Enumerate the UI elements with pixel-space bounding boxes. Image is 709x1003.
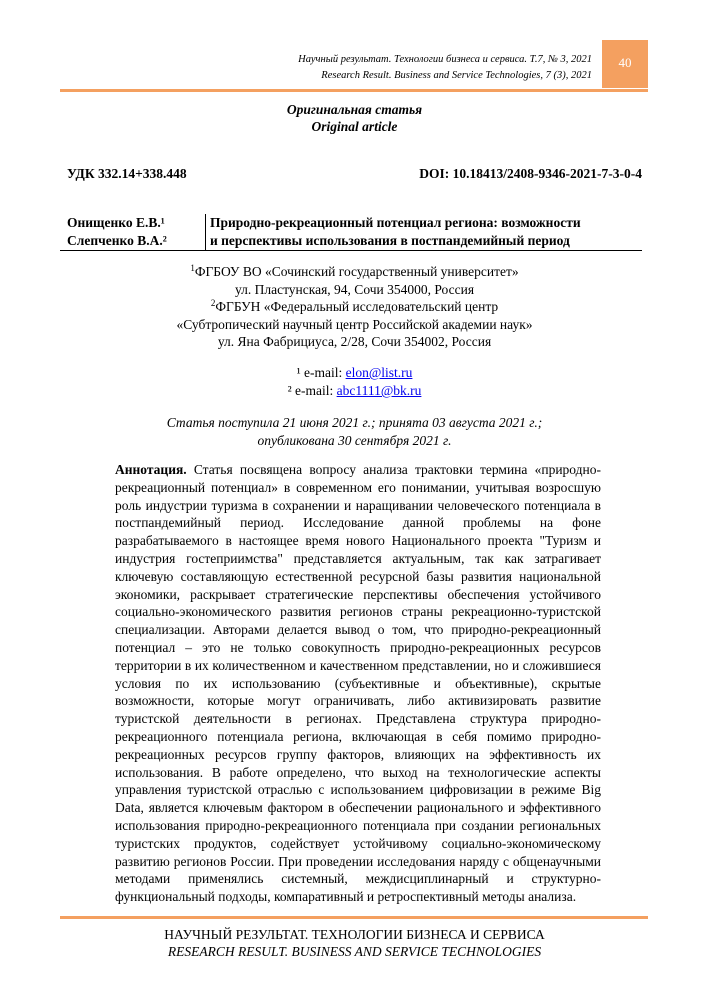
header-divider bbox=[60, 89, 648, 92]
affiliation-marker: 1 bbox=[190, 263, 195, 273]
running-header bbox=[298, 52, 592, 84]
contact-emails bbox=[0, 364, 709, 400]
email-link[interactable]: abc1111@bk.ru bbox=[336, 383, 422, 398]
article-title bbox=[205, 214, 640, 251]
publication-dates bbox=[0, 414, 709, 450]
affiliation-line: ул. Яна Фабрициуса, 2/28, Сочи 354002, Россия bbox=[217, 334, 492, 349]
affiliations bbox=[0, 263, 709, 351]
udk-code: УДК 332.14+338.448 bbox=[67, 166, 187, 181]
authors-list bbox=[67, 214, 167, 250]
affiliation-line: $^1$ФГБОУ ВО «Сочинский государственный университет» bbox=[190, 263, 519, 279]
dates-line: опубликована 30 сентября 2021 г. bbox=[257, 433, 452, 448]
affiliation-marker: 2 bbox=[210, 298, 216, 308]
email-line: ² e-mail: abc1111@bk.ru bbox=[287, 383, 422, 398]
email-line: ¹ e-mail: elon@list.ru bbox=[296, 365, 413, 380]
doi-code: DOI: 10.18413/2408-9346-2021-7-3-0-4 bbox=[419, 166, 642, 181]
abstract bbox=[115, 461, 601, 906]
authors-title-block bbox=[60, 214, 642, 251]
abstract-text: Статья посвящена вопросу анализа трактовки термина «природно-рекреационный потенциал» в современном его понимании, учитывая возросшую роль индустрии туризма в сохранении и наращивании человеческого потенциала в постпандемийный период. Исследование данной проблемы на фоне разрабатываемого в настоящее время нового Национального проекта "Туризм и индустрия гостеприимства" представляется актуальным, так как затрагивает ключевую составляющую естественной ресурсной базы развития национальной экономики, раскрывает стратегические перспективы обеспечения устойчивого социально-экономического развития регионов страны рекреационно-туристской специализации. Авторами делается вывод о том, что природно-рекреационный потенциал – это не только совокупность природно-рекреационных ресурсов территории в их количественном и качественном представлении, но и сложившиеся условия по их использованию (субъективные и объективные), скрытые возможности, которые могут ограничивать, либо активизировать развитие туристской деятельности в регионах. Представлена структура природно-рекреационного потенциала региона, включающая в себя помимо природно-рекреационных ресурсов группу факторов, влияющих на эффективность их использования. В работе определено, что выход на технологические аспекты управления туристской отраслью с использованием цифровизации в режиме Big Data, является ключевым фактором в обеспечении рационального и эффективного использования природно-рекреационного потенциала при создании региональных туристских продуктов, содействует устойчивому социально-экономическому развитию регионов России. При проведении исследования наряду с общенаучными методами применялись системный, междисциплинарный и структурно-функциональный подходы, компаративный и ретроспективный методы анализа. bbox=[115, 462, 601, 905]
footer-title-en: RESEARCH RESULT. BUSINESS AND SERVICE TECHNOLOGIES bbox=[167, 944, 542, 959]
affiliation-line: «Субтропический научный центр Российской академии наук» bbox=[176, 316, 533, 332]
article-type-ru: Оригинальная статья bbox=[286, 102, 423, 117]
journal-title-en: Research Result. Business and Service Technologies, 7 (3), 2021 bbox=[321, 70, 592, 81]
footer-title-ru: НАУЧНЫЙ РЕЗУЛЬТАТ. ТЕХНОЛОГИИ БИЗНЕСА И СЕРВИСА bbox=[164, 927, 545, 942]
affiliation-line: ул. Пластунская, 94, Сочи 354000, Россия bbox=[234, 281, 475, 297]
dates-line: Статья поступила 21 июня 2021 г.; принята 03 августа 2021 г.; bbox=[166, 415, 543, 430]
affiliation-line: $^2$ФГБУН «Федеральный исследовательский центр bbox=[210, 298, 499, 314]
article-type-en: Original article bbox=[311, 119, 398, 134]
page-number: 40 bbox=[602, 40, 648, 88]
article-title-line: и перспективы использования в постпандемийный период bbox=[210, 233, 570, 248]
running-footer bbox=[0, 926, 709, 960]
email-link[interactable]: elon@list.ru bbox=[345, 365, 413, 380]
article-type bbox=[0, 101, 709, 135]
journal-title-ru: Научный результат. Технологии бизнеса и сервиса. Т.7, № 3, 2021 bbox=[298, 54, 592, 65]
author-name: Онищенко Е.В.¹ bbox=[67, 215, 165, 230]
article-title-line: Природно-рекреационный потенциал региона: возможности bbox=[210, 215, 581, 230]
abstract-label: Аннотация. bbox=[115, 462, 187, 477]
author-name: Слепченко В.А.² bbox=[67, 233, 167, 248]
footer-divider bbox=[60, 916, 648, 919]
